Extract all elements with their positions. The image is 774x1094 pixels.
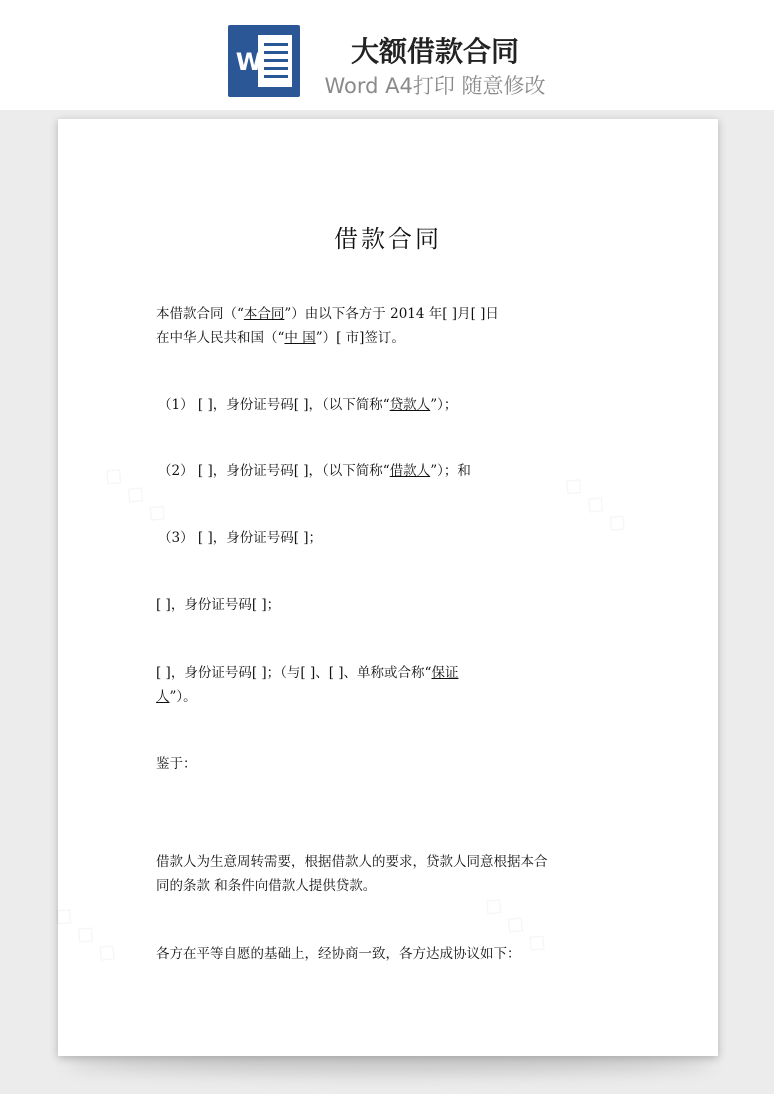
word-document-icon — [228, 25, 300, 97]
document-page — [58, 119, 718, 1056]
watermark — [47, 898, 125, 970]
recital-paragraph: 借款人为生意周转需要，根据借款人的要求，贷款人同意根据本合 同的条款 和条件向借款人提供贷款。 — [156, 854, 548, 894]
guarantor-1: [ ]，身份证号码[ ]； — [156, 597, 281, 613]
intro-paragraph — [156, 302, 626, 350]
document-title: 借款合同 — [334, 225, 442, 253]
banner-subtitle: Word A4打印 随意修改 — [324, 74, 546, 98]
header-banner — [0, 0, 774, 110]
party-1: （1） [ ]，身份证号码[ ]，（以下简称“贷款人”）； — [158, 397, 458, 413]
party-3: （3） [ ]，身份证号码[ ]； — [158, 530, 323, 546]
agreement-statement: 各方在平等自愿的基础上，经协商一致，各方达成协议如下： — [156, 946, 521, 962]
whereas-heading: 鉴于： — [156, 756, 197, 772]
intro-line-2: 在中华人民共和国（“中 国”）[ 市]签订。 — [156, 330, 405, 346]
banner-title: 大额借款合同 — [350, 35, 519, 68]
party-2: （2） [ ]，身份证号码[ ]，（以下简称“借款人”）；和 — [158, 463, 471, 479]
intro-line-1: 本借款合同（“本合同”）由以下各方于 2014 年[ ]月[ ]日 — [156, 306, 499, 322]
word-letter: W — [235, 48, 263, 76]
guarantor-2: [ ]，身份证号码[ ]；（与[ ]、[ ]、单称或合称“保证 人”）。 — [156, 665, 459, 705]
